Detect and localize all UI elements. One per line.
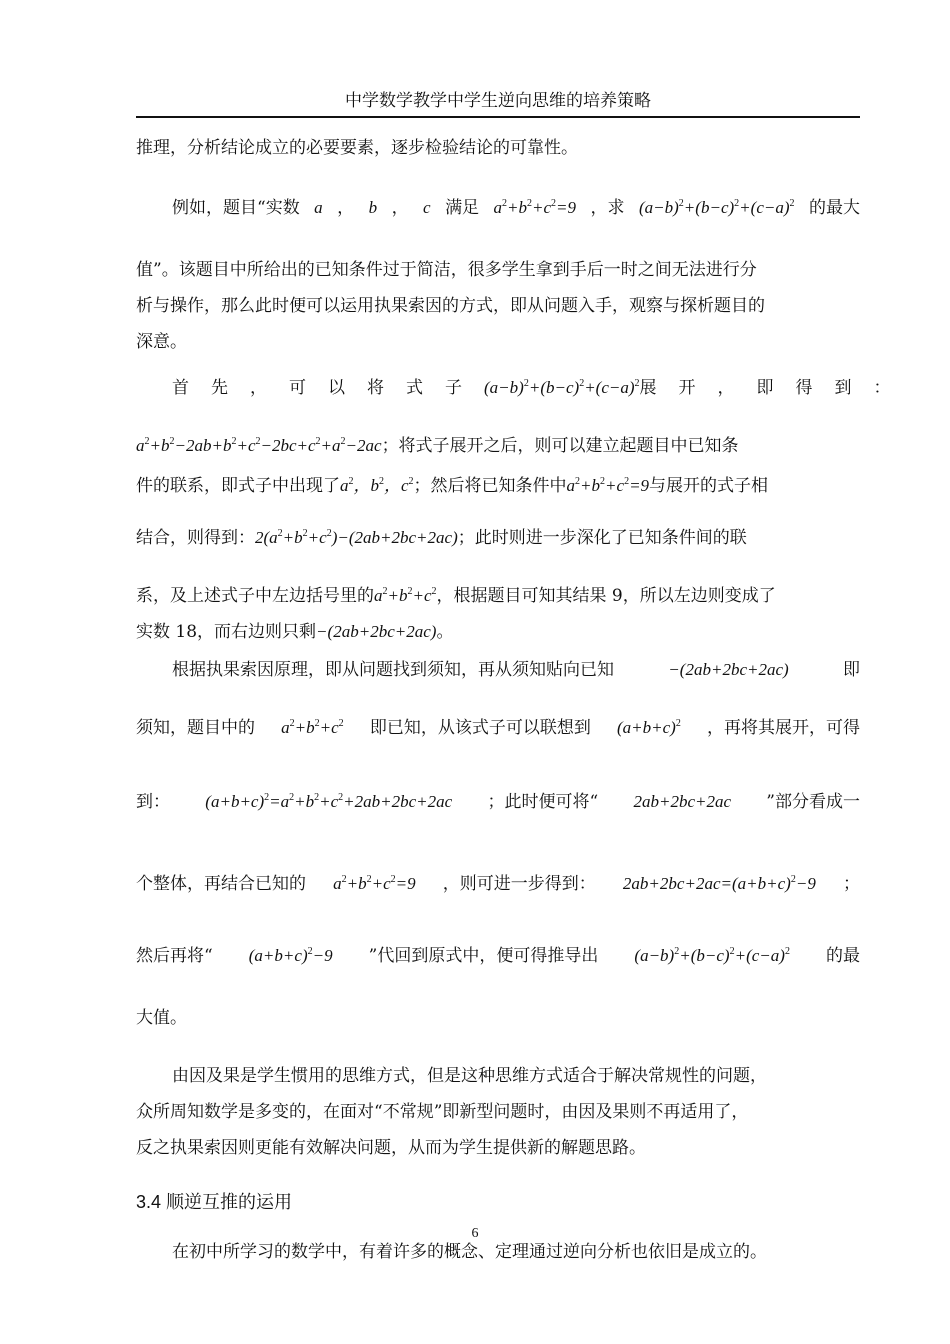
text-run: 深意。 [136,332,187,352]
text-run: ”代回到原式中，便可得推导出 [368,946,599,966]
text-run: 即已知，从该式子可以联想到 [369,718,591,738]
paragraph-line [136,316,860,352]
paragraph-line [136,680,860,738]
paragraph-line [136,606,860,642]
math-formula: −(2ab+2bc+2ac) [668,660,789,679]
math-formula: $2ab+2bc+2ac=(a+b+c)^2-9$ [622,874,816,893]
math-formula: 2ab+2bc+2ac [633,792,732,811]
math-formula: $a^2$，$b^2$，$c^2$ [340,476,414,495]
text-run: 反之执果索因则更能有效解决问题，从而为学生提供新的解题思路。 [136,1138,646,1158]
text-run: 实数 18，而右边则只剩 [136,622,317,642]
text-run: ；然后将已知条件中 [413,476,567,496]
text-run: 大值。 [136,1008,187,1028]
math-formula: $a^2+b^2-2ab+b^2+c^2-2bc+c^2+a^2-2ac$ [136,436,382,455]
text-run: ，再将其展开，可得 [707,718,860,738]
paragraph-line [136,218,860,280]
text-run: 值”。该题目中所给出的已知条件过于简洁，很多学生拿到手后一时之间无法进行分 [136,260,757,280]
text-run: 到： [136,792,170,812]
paragraph-line [136,280,860,316]
math-formula: −(2ab+2bc+2ac) [316,622,437,641]
text-run: ， [337,198,355,218]
text-run: 须知，题目中的 [136,718,255,738]
math-var: c [423,198,431,217]
math-formula: $a^2+b^2+c^2$ [281,718,344,737]
text-run: 根据执果索因原理，即从问题找到须知，再从须知贴向已知 [172,660,614,680]
math-formula: $(a+b+c)^2=a^2+b^2+c^2+2ab+2bc+2ac$ [205,792,453,811]
text-run: 推理，分析结论成立的必要要素，逐步检验结论的可靠性。 [136,138,578,158]
paragraph-line [136,158,860,218]
text-run: 众所周知数学是多变的，在面对“不常规”即新型问题时，由因及果则不再适用了， [136,1102,749,1122]
math-formula: $(a-b)^2+(b-c)^2+(c-a)^2$ [638,198,795,217]
math-formula: $a^2+b^2+c^2$ [374,586,437,605]
math-var: b [368,198,378,217]
section-title: 3.4 顺逆互推的运用 [136,1192,293,1212]
text-run: ； [842,874,860,894]
math-formula: $(a+b+c)^2-9$ [248,946,333,965]
page-number: 6 [471,1226,479,1241]
math-formula: $(a-b)^2+(b-c)^2+(c-a)^2$ [634,946,790,965]
math-formula: $a^2+b^2+c^2=9$ [493,198,577,217]
text-run: 例如，题目“实数 [172,198,300,218]
text-run: ；此时则进一步深化了已知条件间的联 [457,528,747,548]
paragraph-line [136,456,860,496]
paragraph-line [136,124,860,158]
text-run: 展开，即得到： [639,378,913,398]
text-run: 然后再将“ [136,946,213,966]
text-run: ，则可进一步得到： [442,874,596,894]
running-header: 中学数学教学中学生逆向思维的培养策略 [136,88,860,118]
text-run: 结合，则得到： [136,528,255,548]
paragraph-line [136,642,860,680]
text-run: 件的联系，即式子中出现了 [136,476,340,496]
paragraph-line [136,352,913,398]
paragraph-line [136,1122,860,1158]
text-run: ，根据题目可知其结果 9，所以左边则变成了 [436,586,776,606]
paragraph-line [136,496,860,548]
text-run: 由因及果是学生惯用的思维方式，但是这种思维方式适合于解决常规性的问题， [172,1066,767,1086]
text-run: 个整体，再结合已知的 [136,874,306,894]
text-run: 析与操作，那么此时便可以运用执果索因的方式，即从问题入手，观察与探析题目的 [136,296,765,316]
text-run: ，求 [590,198,625,218]
paragraph-line [136,966,860,1028]
paragraph-line [136,1086,860,1122]
text-run: 的最大 [808,198,860,218]
text-run: ；将式子展开之后，则可以建立起题目中已知条 [381,436,739,456]
text-run: 的最 [825,946,860,966]
paragraph-line [136,738,860,812]
math-formula: $(a-b)^2+(b-c)^2+(c-a)^2$ [484,378,640,397]
section-heading [136,1158,860,1214]
text-run: 首先，可以将式子 [172,378,484,398]
text-run: 即 [842,660,860,680]
math-formula: $a^2+b^2+c^2=9$ [566,476,650,495]
text-run: 系，及上述式子中左边括号里的 [136,586,374,606]
body-text [136,124,913,1262]
text-run: 满足 [445,198,480,218]
paragraph-line [136,1028,860,1086]
math-formula: $a^2+b^2+c^2=9$ [333,874,416,893]
text-run: ；此时便可将“ [487,792,599,812]
text-run: 。 [436,622,454,642]
paragraph-line [136,894,860,966]
math-formula: $(a+b+c)^2$ [616,718,681,737]
paragraph-line [136,548,860,606]
paragraph-line [136,398,860,456]
text-run: ， [391,198,409,218]
math-var: a [314,198,323,217]
paragraph-line [136,812,860,894]
text-run: 与展开的式子相 [649,476,769,496]
text-run: 在初中所学习的数学中，有着许多的概念、定理通过逆向分析也依旧是成立的。 [172,1242,767,1262]
text-run: ”部分看成一 [766,792,860,812]
math-formula: $2(a^2+b^2+c^2)-(2ab+2bc+2ac)$ [255,528,458,547]
